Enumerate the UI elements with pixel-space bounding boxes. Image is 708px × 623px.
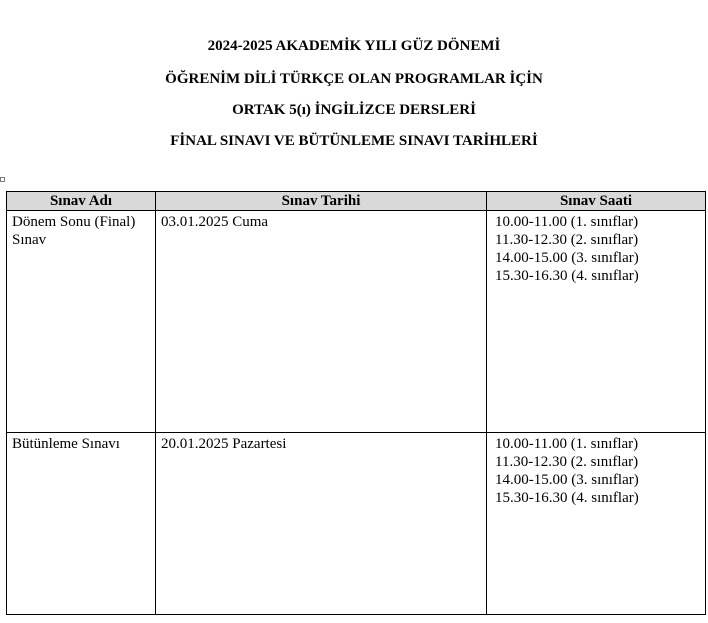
exam-time-slot: 14.00-15.00 (3. sınıflar) (495, 472, 639, 488)
document-title-line-1: 2024-2025 AKADEMİK YILI GÜZ DÖNEMİ (207, 38, 501, 54)
table-move-handle-icon[interactable] (0, 177, 5, 182)
exam-name-cell: Dönem Sonu (Final) Sınav (7, 211, 156, 433)
document-title-line-2: ÖĞRENİM DİLİ TÜRKÇE OLAN PROGRAMLAR İÇİN (165, 71, 543, 87)
exam-time-slot: 15.30-16.30 (4. sınıflar) (495, 268, 639, 284)
exam-name-cell: Bütünleme Sınavı (7, 433, 156, 615)
document-title-line-3: ORTAK 5(ı) İNGİLİZCE DERSLERİ (232, 102, 476, 118)
exam-date-cell: 20.01.2025 Pazartesi (156, 433, 487, 615)
table-row (7, 211, 706, 433)
document-title-line-4: FİNAL SINAVI VE BÜTÜNLEME SINAVI TARİHLERİ (170, 133, 538, 149)
exam-time-slot: 14.00-15.00 (3. sınıflar) (495, 250, 639, 266)
exam-time-cell (487, 433, 706, 615)
exam-schedule-table (6, 191, 706, 615)
exam-time-slot: 11.30-12.30 (2. sınıflar) (495, 454, 639, 470)
exam-date-cell: 03.01.2025 Cuma (156, 211, 487, 433)
table-row (7, 433, 706, 615)
column-header-exam-name: Sınav Adı (7, 192, 156, 211)
column-header-exam-date: Sınav Tarihi (156, 192, 487, 211)
column-header-exam-time: Sınav Saati (487, 192, 706, 211)
exam-time-cell (487, 211, 706, 433)
exam-time-slot: 10.00-11.00 (1. sınıflar) (495, 436, 639, 452)
exam-time-slot: 10.00-11.00 (1. sınıflar) (495, 214, 639, 230)
exam-time-slot: 15.30-16.30 (4. sınıflar) (495, 490, 639, 506)
table-header-row (7, 192, 706, 211)
exam-time-slot: 11.30-12.30 (2. sınıflar) (495, 232, 639, 248)
